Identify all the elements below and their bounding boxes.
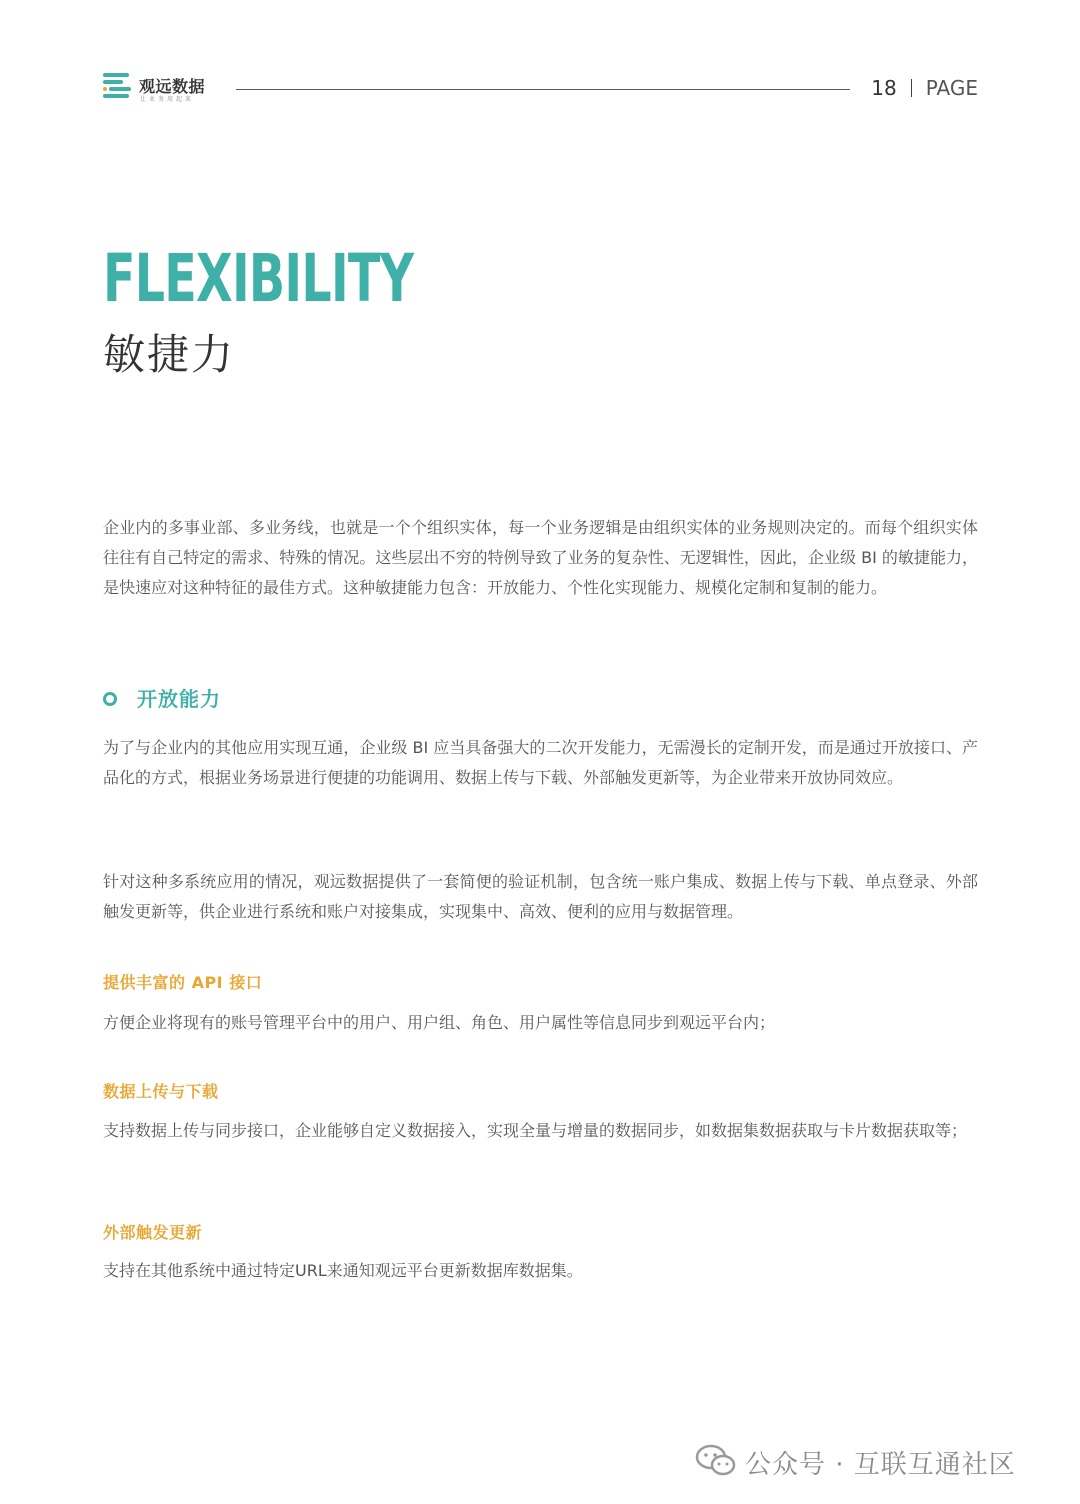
subsection-text-upload: 支持数据上传与同步接口，企业能够自定义数据接入，实现全量与增量的数据同步，如数据集数据获取与卡片数据获取等；: [103, 1121, 968, 1140]
page-label: PAGE: [925, 76, 978, 100]
brand-logo: [101, 70, 211, 106]
section-paragraph: 为了与企业内的其他应用实现互通，企业级 BI 应当具备强大的二次开发能力，无需漫长的定制开发，而是通过开放接口、产品化的方式，根据业务场景进行便捷的功能调用、数据上传与下载、外部触发更新等，为企业带来开放协同效应。: [103, 738, 978, 787]
subsection-title-api: 提供丰富的 API 接口: [103, 973, 263, 992]
watermark-text: 公众号 · 互联互通社区: [745, 1450, 1016, 1480]
brand-tagline: 让业务用起来: [140, 96, 195, 103]
page-separator: [911, 79, 912, 97]
subsection-title-trigger: 外部触发更新: [103, 1223, 203, 1242]
section-title: 开放能力: [137, 687, 221, 711]
brand-name: 观远数据: [139, 77, 206, 96]
brand-logo-icon: [101, 70, 133, 102]
page-indicator: [871, 76, 978, 100]
subsection-text-trigger: 支持在其他系统中通过特定URL来通知观远平台更新数据库数据集。: [103, 1261, 583, 1280]
title-english: FLEXIBILITY: [103, 240, 414, 317]
circle-bullet-icon: [103, 692, 117, 706]
title-chinese: 敏捷力: [103, 330, 236, 379]
wechat-icon: [695, 1443, 737, 1477]
page-number: 18: [871, 76, 897, 100]
subsection-text-api: 方便企业将现有的账号管理平台中的用户、用户组、角色、用户属性等信息同步到观远平台内；: [103, 1013, 776, 1032]
section-paragraph: 针对这种多系统应用的情况，观远数据提供了一套简便的验证机制，包含统一账户集成、数据上传与下载、单点登录、外部触发更新等，供企业进行系统和账户对接集成，实现集中、高效、便利的应用与数据管理。: [103, 872, 978, 921]
header-divider: [236, 89, 850, 90]
intro-paragraph: 企业内的多事业部、多业务线，也就是一个个组织实体，每一个业务逻辑是由组织实体的业务规则决定的。而每个组织实体往往有自己特定的需求、特殊的情况。这些层出不穷的特例导致了业务的复杂性、无逻辑性，因此，企业级 BI 的敏捷能力，是快速应对这种特征的最佳方式。这种敏捷能力包含：开放能力、个性化实现能力、规模化定制和复制的能力。: [103, 518, 978, 597]
subsection-title-upload: 数据上传与下载: [103, 1082, 219, 1101]
page-header: [0, 0, 1080, 130]
